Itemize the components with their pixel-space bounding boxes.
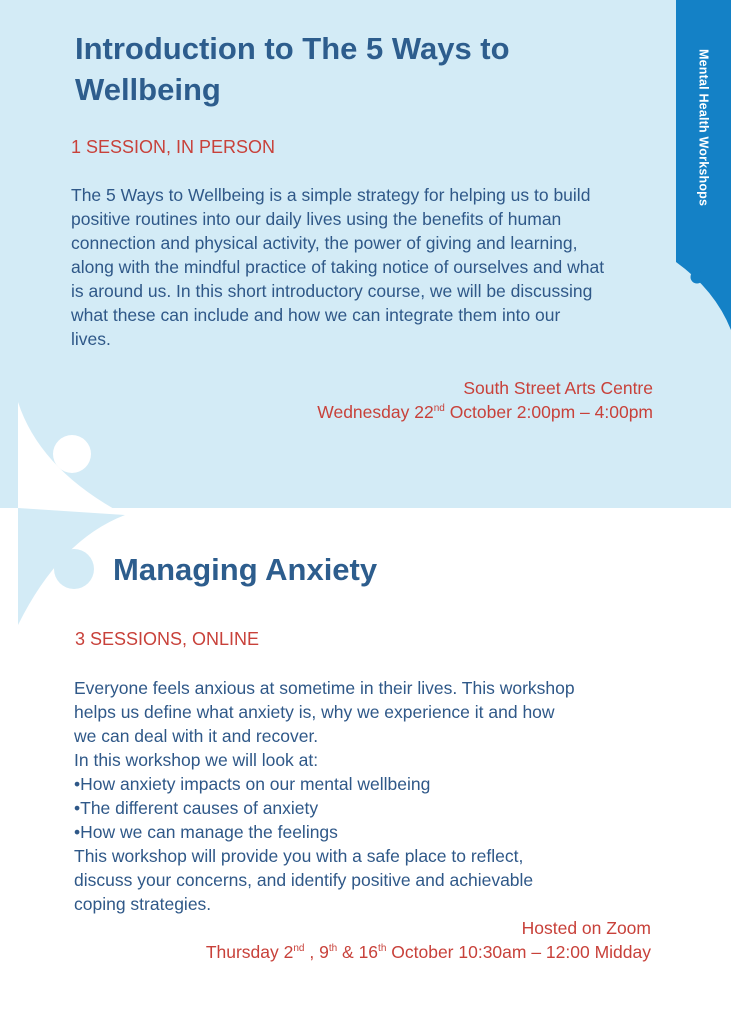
workshop2-date-suffix: th [328, 943, 338, 955]
workshop2-date-suffix: th [378, 943, 387, 955]
workshop2-desc-line: In this workshop we will look at: [74, 750, 319, 770]
workshop1-desc-line: what these can include and how we can integrate them into our [71, 305, 561, 325]
workshop1-date-time: October 2:00pm – 4:00pm [444, 402, 653, 422]
workshop2-desc-line: we can deal with it and recover. [74, 726, 319, 746]
workshop1-title-line2: Wellbeing [75, 72, 221, 107]
workshop2-desc-line: Everyone feels anxious at sometime in their lives. This workshop [74, 678, 575, 698]
side-tab-curve [676, 255, 731, 330]
workshop2-format: 3 SESSIONS, ONLINE [75, 629, 260, 649]
workshop2-venue: Hosted on Zoom [521, 918, 651, 938]
workshop2-description [74, 676, 674, 916]
workshop1-desc-line: is around us. In this short introductory course, we will be discussing [71, 281, 593, 301]
workshop2-desc-line: coping strategies. [74, 894, 212, 914]
workshop1-date [317, 400, 653, 424]
workshop2-date-part: , 9 [304, 942, 329, 962]
workshop2-date-time: October 10:30am – 12:00 Midday [386, 942, 651, 962]
figure-head-blue-icon [54, 549, 94, 589]
workshop1-desc-line: lives. [71, 329, 111, 349]
workshop1-desc-line: positive routines into our daily lives using the benefits of human [71, 209, 562, 229]
workshop1-title [75, 28, 510, 110]
workshop1-desc-line: The 5 Ways to Wellbeing is a simple strategy for helping us to build [71, 185, 591, 205]
workshop1-venue: South Street Arts Centre [463, 378, 653, 398]
workshop1-desc-line: connection and physical activity, the power of giving and learning, [71, 233, 578, 253]
workshop1-desc-line: along with the mindful practice of taking notice of ourselves and what [71, 257, 605, 277]
workshop2-date-part: Thursday 2 [205, 942, 294, 962]
workshop2-title: Managing Anxiety [113, 552, 378, 587]
workshop1-format: 1 SESSION, IN PERSON [71, 137, 276, 157]
side-tab-label: Mental Health Workshops [696, 48, 711, 207]
workshop2-dates [206, 940, 651, 964]
workshop2-bullet-item: •How anxiety impacts on our mental wellbeing [74, 774, 431, 794]
workshop2-desc-line: This workshop will provide you with a safe place to reflect, [74, 846, 524, 866]
workshop2-desc-line: helps us define what anxiety is, why we experience it and how [74, 702, 555, 722]
workshop2-bullet-item: •How we can manage the feelings [74, 822, 338, 842]
side-tab-dot-icon [691, 271, 704, 284]
workshop1-title-line1: Introduction to The 5 Ways to [75, 31, 510, 66]
workshop2-desc-line: discuss your concerns, and identify positive and achievable [74, 870, 534, 890]
workshop2-bullet-item: •The different causes of anxiety [74, 798, 319, 818]
figure-head-white-icon [53, 435, 91, 473]
workshop1-description [71, 183, 671, 351]
workshop1-date-suffix: nd [433, 403, 445, 415]
workshop1-date-day: Wednesday 22 [317, 402, 434, 422]
workshop2-date-suffix: nd [293, 943, 305, 955]
workshop2-date-part: & 16 [337, 942, 379, 962]
